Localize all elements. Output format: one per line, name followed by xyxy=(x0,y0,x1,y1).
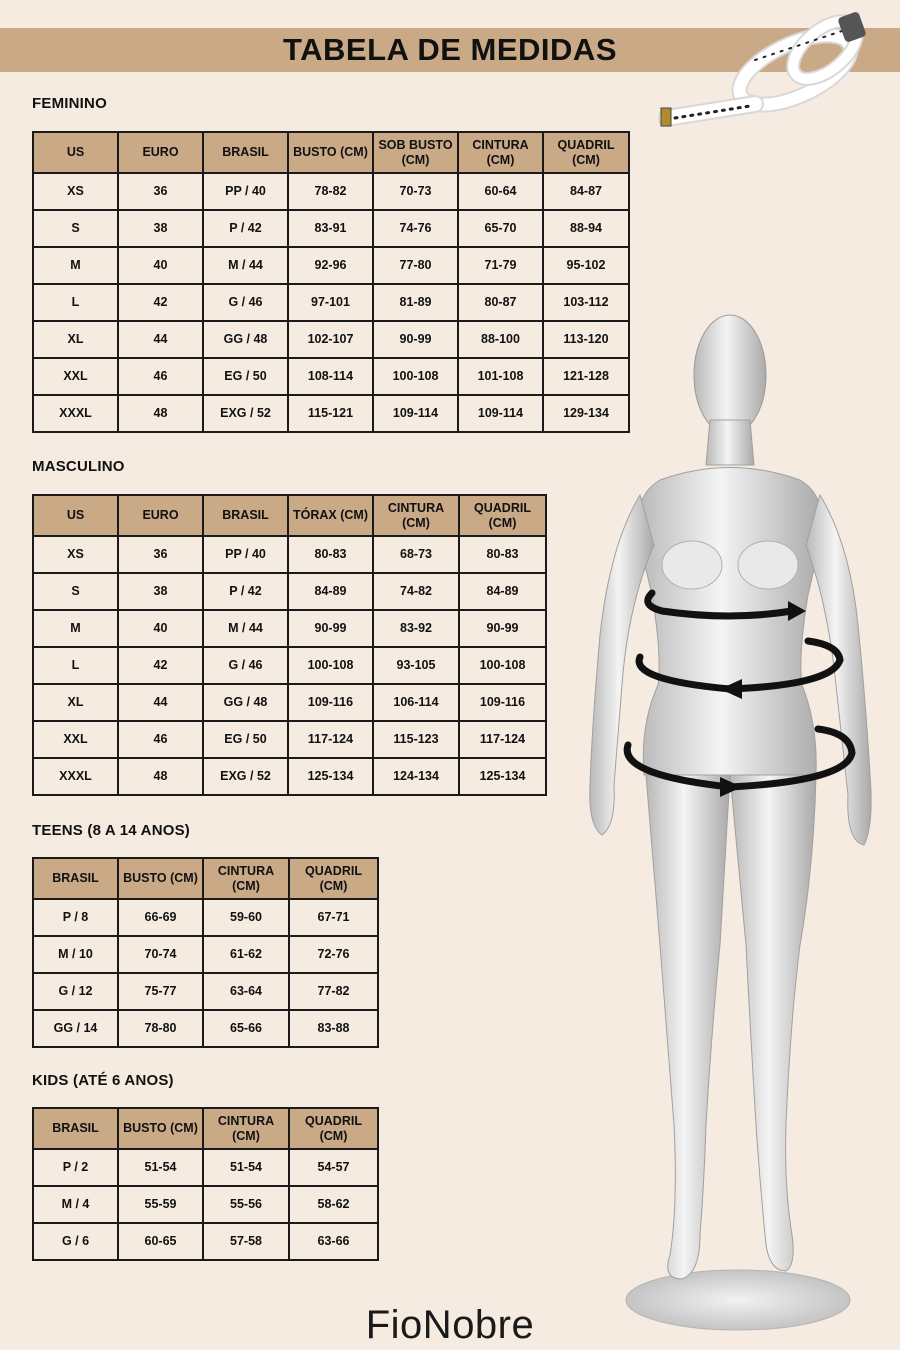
table-cell: 78-82 xyxy=(288,173,373,210)
header-cell: QUADRIL (CM) xyxy=(289,1108,378,1149)
table-row xyxy=(33,1223,378,1260)
table-cell: 88-94 xyxy=(543,210,629,247)
table-cell: 90-99 xyxy=(288,610,373,647)
table-cell: 97-101 xyxy=(288,284,373,321)
table-cell: 55-56 xyxy=(203,1186,289,1223)
table-cell: 121-128 xyxy=(543,358,629,395)
section-title-kids: KIDS (ATÉ 6 ANOS) xyxy=(32,1072,174,1089)
table-row xyxy=(33,758,546,795)
table-cell: 48 xyxy=(118,758,203,795)
table-cell: 117-124 xyxy=(288,721,373,758)
table-cell: 93-105 xyxy=(373,647,459,684)
table-cell: P / 8 xyxy=(33,899,118,936)
section-title-masculino: MASCULINO xyxy=(32,458,125,475)
table-cell: M / 4 xyxy=(33,1186,118,1223)
table-row xyxy=(33,899,378,936)
table-cell: 100-108 xyxy=(459,647,546,684)
table-cell: 83-92 xyxy=(373,610,459,647)
table-row xyxy=(33,936,378,973)
table-row xyxy=(33,321,629,358)
table-cell: 109-114 xyxy=(458,395,543,432)
table-cell: M xyxy=(33,247,118,284)
table-kids xyxy=(32,1107,379,1261)
table-row xyxy=(33,1149,378,1186)
table-cell: 109-116 xyxy=(459,684,546,721)
table-cell: 40 xyxy=(118,247,203,284)
header-cell: QUADRIL (CM) xyxy=(543,132,629,173)
header-cell: BUSTO (CM) xyxy=(118,1108,203,1149)
header-cell: QUADRIL (CM) xyxy=(459,495,546,536)
table-row xyxy=(33,536,546,573)
table-cell: 42 xyxy=(118,647,203,684)
header-cell: BRASIL xyxy=(33,858,118,899)
table-cell: 80-87 xyxy=(458,284,543,321)
table-cell: XXXL xyxy=(33,758,118,795)
table-cell: 95-102 xyxy=(543,247,629,284)
table-row xyxy=(33,284,629,321)
table-cell: 124-134 xyxy=(373,758,459,795)
table-cell: 57-58 xyxy=(203,1223,289,1260)
header-cell: BRASIL xyxy=(33,1108,118,1149)
header-cell: BUSTO (CM) xyxy=(288,132,373,173)
table-cell: 63-66 xyxy=(289,1223,378,1260)
table-cell: G / 46 xyxy=(203,647,288,684)
table-cell: L xyxy=(33,284,118,321)
table-cell: 46 xyxy=(118,358,203,395)
table-cell: 48 xyxy=(118,395,203,432)
table-cell: L xyxy=(33,647,118,684)
table-cell: 106-114 xyxy=(373,684,459,721)
table-feminino xyxy=(32,131,630,433)
table-cell: GG / 48 xyxy=(203,321,288,358)
table-cell: 125-134 xyxy=(288,758,373,795)
table-cell: P / 42 xyxy=(203,573,288,610)
table-row xyxy=(33,173,629,210)
table-cell: GG / 48 xyxy=(203,684,288,721)
table-cell: 44 xyxy=(118,321,203,358)
table-cell: 102-107 xyxy=(288,321,373,358)
table-cell: M / 44 xyxy=(203,610,288,647)
table-cell: 115-121 xyxy=(288,395,373,432)
table-cell: 129-134 xyxy=(543,395,629,432)
table-cell: EG / 50 xyxy=(203,721,288,758)
table-cell: XXL xyxy=(33,358,118,395)
table-cell: S xyxy=(33,210,118,247)
table-cell: 40 xyxy=(118,610,203,647)
table-cell: 83-88 xyxy=(289,1010,378,1047)
table-cell: XL xyxy=(33,684,118,721)
table-cell: 42 xyxy=(118,284,203,321)
table-cell: 84-87 xyxy=(543,173,629,210)
table-cell: 117-124 xyxy=(459,721,546,758)
table-cell: 65-70 xyxy=(458,210,543,247)
table-cell: 81-89 xyxy=(373,284,458,321)
table-cell: 60-65 xyxy=(118,1223,203,1260)
table-cell: 92-96 xyxy=(288,247,373,284)
table-cell: P / 42 xyxy=(203,210,288,247)
header-cell: QUADRIL (CM) xyxy=(289,858,378,899)
table-cell: G / 6 xyxy=(33,1223,118,1260)
table-cell: 61-62 xyxy=(203,936,289,973)
table-row xyxy=(33,395,629,432)
table-cell: 59-60 xyxy=(203,899,289,936)
table-cell: PP / 40 xyxy=(203,173,288,210)
table-row xyxy=(33,210,629,247)
table-cell: 51-54 xyxy=(118,1149,203,1186)
page-title: TABELA DE MEDIDAS xyxy=(283,32,617,67)
header-cell: SOB BUSTO (CM) xyxy=(373,132,458,173)
table-cell: 36 xyxy=(118,173,203,210)
table-cell: G / 12 xyxy=(33,973,118,1010)
mannequin-illustration xyxy=(570,305,890,1335)
table-cell: 113-120 xyxy=(543,321,629,358)
table-cell: 90-99 xyxy=(373,321,458,358)
table-cell: 125-134 xyxy=(459,758,546,795)
table-cell: 54-57 xyxy=(289,1149,378,1186)
header-cell: TÓRAX (CM) xyxy=(288,495,373,536)
table-cell: 83-91 xyxy=(288,210,373,247)
table-cell: 67-71 xyxy=(289,899,378,936)
header-cell: CINTURA (CM) xyxy=(373,495,459,536)
table-cell: 63-64 xyxy=(203,973,289,1010)
header-cell: CINTURA (CM) xyxy=(203,858,289,899)
table-cell: 103-112 xyxy=(543,284,629,321)
measuring-tape-icon xyxy=(655,0,900,140)
table-row xyxy=(33,247,629,284)
table-cell: 78-80 xyxy=(118,1010,203,1047)
table-cell: 66-69 xyxy=(118,899,203,936)
table-teens xyxy=(32,857,379,1048)
table-cell: 108-114 xyxy=(288,358,373,395)
table-cell: XL xyxy=(33,321,118,358)
table-cell: 80-83 xyxy=(459,536,546,573)
table-row xyxy=(33,973,378,1010)
table-cell: 72-76 xyxy=(289,936,378,973)
table-cell: 88-100 xyxy=(458,321,543,358)
table-row xyxy=(33,358,629,395)
table-cell: PP / 40 xyxy=(203,536,288,573)
table-row xyxy=(33,684,546,721)
table-cell: 38 xyxy=(118,210,203,247)
header-cell: BRASIL xyxy=(203,495,288,536)
table-cell: XS xyxy=(33,536,118,573)
header-cell: CINTURA (CM) xyxy=(203,1108,289,1149)
table-cell: GG / 14 xyxy=(33,1010,118,1047)
table-cell: EXG / 52 xyxy=(203,758,288,795)
table-cell: 77-82 xyxy=(289,973,378,1010)
table-cell: 80-83 xyxy=(288,536,373,573)
header-cell: EURO xyxy=(118,495,203,536)
table-cell: 100-108 xyxy=(373,358,458,395)
table-cell: 101-108 xyxy=(458,358,543,395)
table-cell: 70-74 xyxy=(118,936,203,973)
table-cell: 75-77 xyxy=(118,973,203,1010)
section-title-teens: TEENS (8 A 14 ANOS) xyxy=(32,822,190,839)
table-cell: 60-64 xyxy=(458,173,543,210)
table-cell: S xyxy=(33,573,118,610)
section-title-feminino: FEMININO xyxy=(32,95,107,112)
table-cell: 109-116 xyxy=(288,684,373,721)
header-cell: US xyxy=(33,495,118,536)
table-cell: XS xyxy=(33,173,118,210)
table-cell: 70-73 xyxy=(373,173,458,210)
table-cell: 38 xyxy=(118,573,203,610)
table-cell: 74-76 xyxy=(373,210,458,247)
table-row xyxy=(33,721,546,758)
table-cell: 74-82 xyxy=(373,573,459,610)
header-cell: CINTURA (CM) xyxy=(458,132,543,173)
table-cell: 58-62 xyxy=(289,1186,378,1223)
table-cell: 90-99 xyxy=(459,610,546,647)
table-cell: 109-114 xyxy=(373,395,458,432)
table-masculino xyxy=(32,494,547,796)
table-cell: XXXL xyxy=(33,395,118,432)
table-cell: 84-89 xyxy=(459,573,546,610)
header-cell: BRASIL xyxy=(203,132,288,173)
table-cell: 68-73 xyxy=(373,536,459,573)
table-cell: 115-123 xyxy=(373,721,459,758)
header-cell: BUSTO (CM) xyxy=(118,858,203,899)
table-row xyxy=(33,573,546,610)
table-row xyxy=(33,610,546,647)
table-row xyxy=(33,1186,378,1223)
header-cell: US xyxy=(33,132,118,173)
table-cell: 71-79 xyxy=(458,247,543,284)
table-cell: 84-89 xyxy=(288,573,373,610)
brand-logo: FioNobre xyxy=(365,1303,535,1347)
table-cell: 100-108 xyxy=(288,647,373,684)
table-cell: M / 10 xyxy=(33,936,118,973)
table-cell: EXG / 52 xyxy=(203,395,288,432)
table-cell: 36 xyxy=(118,536,203,573)
table-cell: 65-66 xyxy=(203,1010,289,1047)
table-cell: EG / 50 xyxy=(203,358,288,395)
table-cell: XXL xyxy=(33,721,118,758)
table-row xyxy=(33,1010,378,1047)
table-cell: M xyxy=(33,610,118,647)
table-cell: 46 xyxy=(118,721,203,758)
table-cell: M / 44 xyxy=(203,247,288,284)
table-cell: G / 46 xyxy=(203,284,288,321)
table-cell: 55-59 xyxy=(118,1186,203,1223)
table-cell: 77-80 xyxy=(373,247,458,284)
table-cell: P / 2 xyxy=(33,1149,118,1186)
table-cell: 51-54 xyxy=(203,1149,289,1186)
header-cell: EURO xyxy=(118,132,203,173)
table-cell: 44 xyxy=(118,684,203,721)
table-row xyxy=(33,647,546,684)
